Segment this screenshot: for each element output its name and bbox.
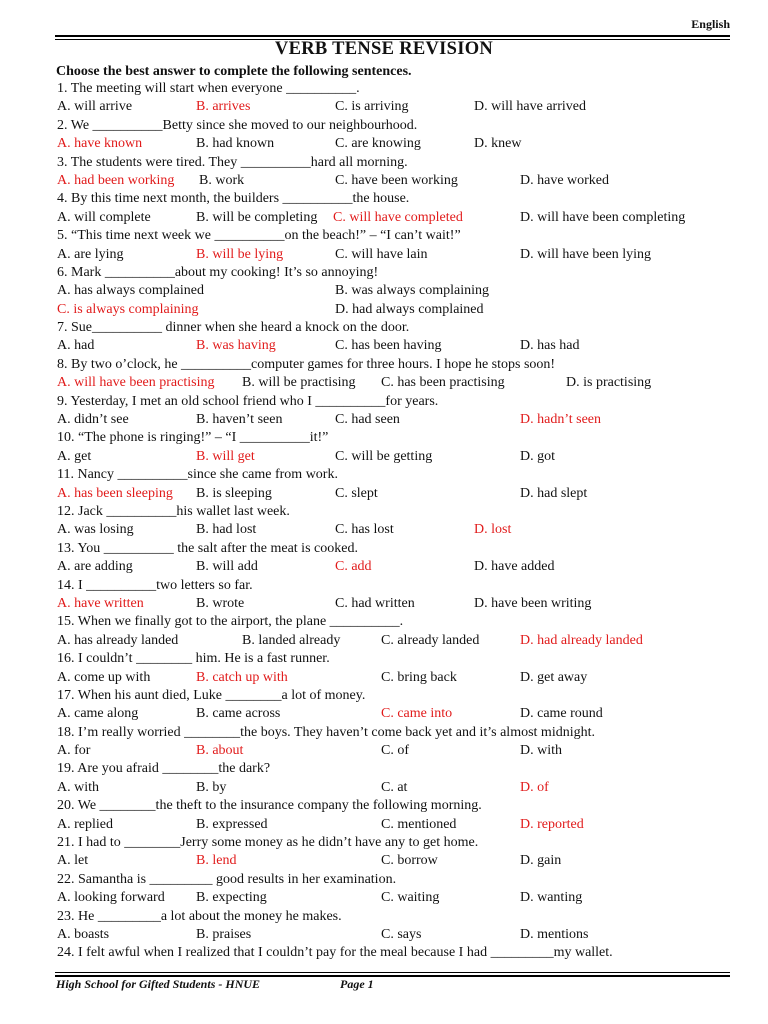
question-text: 14. I __________two letters so far. [57, 577, 253, 593]
answer-option-correct[interactable]: B. lend [196, 853, 237, 869]
answer-option[interactable]: A. are lying [57, 246, 124, 262]
answer-options-row [57, 485, 757, 503]
answer-option[interactable]: B. landed already [242, 632, 341, 648]
answer-option[interactable]: C. have been working [335, 172, 458, 188]
answer-option[interactable]: D. knew [474, 136, 522, 152]
answer-option[interactable]: C. borrow [381, 853, 438, 869]
answer-option[interactable]: A. came along [57, 706, 139, 722]
footer-school: High School for Gifted Students - HNUE [56, 977, 261, 991]
answer-option[interactable]: C. bring back [381, 669, 457, 685]
answer-option[interactable]: A. replied [57, 816, 113, 832]
question-text: 16. I couldn’t ________ him. He is a fast runner. [57, 651, 330, 667]
answer-options-row [57, 558, 757, 576]
subject-label: English [691, 17, 730, 31]
answer-option[interactable]: B. wrote [196, 595, 245, 611]
answer-options-row [57, 669, 757, 687]
answer-option-correct[interactable]: D. of [520, 779, 549, 795]
answer-option[interactable]: C. of [381, 743, 409, 759]
answer-options-row [57, 926, 757, 944]
answer-option[interactable]: A. was losing [57, 522, 134, 538]
answer-options-row [57, 779, 757, 797]
answer-option[interactable]: D. had slept [520, 485, 588, 501]
answer-option[interactable]: B. will be completing [196, 209, 318, 225]
answer-option[interactable]: A. come up with [57, 669, 151, 685]
answer-option[interactable]: D. has had [520, 338, 580, 354]
answer-option-correct[interactable]: B. arrives [196, 99, 251, 115]
answer-option[interactable]: D. came round [520, 706, 603, 722]
answer-options-row [57, 521, 757, 539]
answer-option-correct[interactable]: B. was having [196, 338, 276, 354]
footer-page-number: Page 1 [340, 977, 374, 991]
answer-option[interactable]: D. is practising [566, 375, 652, 391]
answer-options-row [57, 632, 757, 650]
question-text: 11. Nancy __________since she came from work. [57, 467, 338, 483]
answer-options-row [57, 411, 757, 429]
question-text: 22. Samantha is _________ good results in her examination. [57, 871, 397, 887]
answer-option-correct[interactable]: A. have known [57, 136, 143, 152]
answer-option[interactable]: A. for [57, 743, 91, 759]
answer-option-correct[interactable]: D. lost [474, 522, 512, 538]
question-text: 5. “This time next week we __________on the beach!” – “I can’t wait!” [57, 228, 461, 244]
answer-options-row [57, 889, 757, 907]
question-text: 6. Mark __________about my cooking! It’s so annoying! [57, 264, 379, 280]
question-list [57, 80, 757, 963]
answer-option[interactable]: B. will add [196, 559, 258, 575]
answer-option[interactable]: C. will have lain [335, 246, 428, 262]
answer-option[interactable]: D. with [520, 743, 562, 759]
answer-option[interactable]: A. let [57, 853, 89, 869]
question-text: 9. Yesterday, I met an old school friend who I __________for years. [57, 393, 439, 409]
answer-options-row [57, 374, 757, 392]
answer-option-correct[interactable]: A. has been sleeping [57, 485, 173, 501]
answer-option-correct[interactable]: A. will have been practising [57, 375, 215, 391]
answer-option-correct[interactable]: B. will be lying [196, 246, 284, 262]
question-text: 13. You __________ the salt after the meat is cooked. [57, 540, 358, 556]
answer-option[interactable]: B. by [196, 779, 227, 795]
answer-option[interactable]: C. slept [335, 485, 378, 501]
answer-option-correct[interactable]: D. had already landed [520, 632, 643, 648]
question-text: 2. We __________Betty since she moved to our neighbourhood. [57, 117, 418, 133]
answer-options-row [57, 595, 757, 613]
answer-option[interactable]: D. get away [520, 669, 588, 685]
question-text: 15. When we finally got to the airport, the plane __________. [57, 614, 404, 630]
answer-option[interactable]: B. came across [196, 706, 281, 722]
answer-option[interactable]: C. are knowing [335, 136, 421, 152]
answer-option[interactable]: C. has been having [335, 338, 442, 354]
answer-option-correct[interactable]: A. had been working [57, 172, 175, 188]
answer-option[interactable]: C. has lost [335, 522, 394, 538]
answer-option[interactable]: B. will be practising [242, 375, 356, 391]
answer-option[interactable]: B. had lost [196, 522, 257, 538]
answer-options-row [57, 448, 757, 466]
answer-option-correct[interactable]: C. came into [381, 706, 453, 722]
answer-option[interactable]: A. didn’t see [57, 412, 129, 428]
question-text: 1. The meeting will start when everyone __________. [57, 81, 360, 96]
answer-option[interactable]: D. have worked [520, 172, 610, 188]
answer-option[interactable]: D. will have been lying [520, 246, 652, 262]
answer-option[interactable]: A. has already landed [57, 632, 179, 648]
question-text: 21. I had to ________Jerry some money as he didn’t have any to get home. [57, 835, 479, 851]
answer-option-correct[interactable]: B. catch up with [196, 669, 288, 685]
answer-option[interactable]: B. is sleeping [196, 485, 272, 501]
answer-option[interactable]: A. with [57, 779, 99, 795]
answer-option[interactable]: C. waiting [381, 890, 440, 906]
answer-option-correct[interactable]: A. have written [57, 595, 144, 611]
answer-option[interactable]: D. have been writing [474, 595, 592, 611]
question-text: 20. We ________the theft to the insurance company the following morning. [57, 798, 482, 814]
answer-options-row [57, 301, 757, 319]
answer-option-correct[interactable]: C. is always complaining [57, 301, 199, 317]
answer-option[interactable]: D. got [520, 448, 555, 464]
answer-options-row [57, 172, 757, 190]
question-text: 7. Sue__________ dinner when she heard a knock on the door. [57, 320, 410, 336]
answer-options-row [57, 98, 757, 116]
answer-options-row [57, 246, 757, 264]
answer-option[interactable]: C. at [381, 779, 408, 795]
answer-option[interactable]: D. mentions [520, 926, 589, 942]
answer-option[interactable]: D. will have been completing [520, 209, 686, 225]
answer-options-row [57, 816, 757, 834]
answer-option[interactable]: A. will complete [57, 209, 151, 225]
answer-option[interactable]: B. praises [196, 926, 252, 942]
answer-option[interactable]: A. had [57, 338, 95, 354]
answer-option[interactable]: C. says [381, 926, 422, 942]
answer-option[interactable]: A. will arrive [57, 99, 133, 115]
answer-option[interactable]: D. wanting [520, 890, 583, 906]
answer-option[interactable]: D. had always complained [335, 301, 484, 317]
answer-option[interactable]: C. already landed [381, 632, 480, 648]
answer-option-correct[interactable]: B. about [196, 743, 244, 759]
answer-option-correct[interactable]: D. hadn’t seen [520, 412, 601, 428]
answer-option[interactable]: D. have added [474, 559, 555, 575]
question-text: 4. By this time next month, the builders __________the house. [57, 191, 410, 207]
answer-option[interactable]: D. gain [520, 853, 562, 869]
question-text: 8. By two o’clock, he __________computer games for three hours. I hope he stops soon! [57, 356, 556, 372]
answer-option[interactable]: B. expressed [196, 816, 268, 832]
answer-option[interactable]: C. had written [335, 595, 415, 611]
answer-option[interactable]: B. expecting [196, 890, 267, 906]
answer-options-row [57, 852, 757, 870]
answer-option[interactable]: A. are adding [57, 559, 133, 575]
answer-option[interactable]: C. is arriving [335, 99, 409, 115]
answer-option[interactable]: B. work [199, 172, 245, 188]
answer-option[interactable]: C. mentioned [381, 816, 457, 832]
question-text: 24. I felt awful when I realized that I couldn’t pay for the meal because I had _________my wallet. [57, 945, 613, 961]
answer-options-row [57, 282, 757, 300]
answer-option[interactable]: A. looking forward [57, 890, 165, 906]
answer-option[interactable]: B. had known [196, 136, 275, 152]
question-text: 19. Are you afraid ________the dark? [57, 761, 271, 777]
answer-option[interactable]: C. will be getting [335, 448, 433, 464]
question-text: 23. He _________a lot about the money he makes. [57, 908, 342, 924]
answer-option[interactable]: C. has been practising [381, 375, 505, 391]
answer-options-row [57, 705, 757, 723]
answer-option[interactable]: A. boasts [57, 926, 110, 942]
instructions: Choose the best answer to complete the following sentences. [56, 64, 412, 79]
answer-option[interactable]: D. will have arrived [474, 99, 586, 115]
answer-option[interactable]: A. has always complained [57, 283, 204, 299]
question-text: 17. When his aunt died, Luke ________a lot of money. [57, 687, 366, 703]
question-text: 3. The students were tired. They __________hard all morning. [57, 154, 408, 170]
answer-options-row [57, 337, 757, 355]
answer-option-correct[interactable]: C. will have completed [333, 209, 463, 225]
answer-option[interactable]: B. haven’t seen [196, 412, 283, 428]
answer-options-row [57, 209, 757, 227]
question-text: 12. Jack __________his wallet last week. [57, 503, 290, 519]
question-text: 10. “The phone is ringing!” – “I __________it!” [57, 430, 329, 446]
answer-option-correct[interactable]: B. will get [196, 448, 255, 464]
answer-option-correct[interactable]: D. reported [520, 816, 584, 832]
question-text: 18. I’m really worried ________the boys. They haven’t come back yet and it’s almost midnight. [57, 724, 595, 740]
page-title: VERB TENSE REVISION [274, 39, 494, 59]
answer-options-row [57, 135, 757, 153]
answer-options-row [57, 742, 757, 760]
answer-option[interactable]: A. get [57, 448, 92, 464]
answer-option-correct[interactable]: C. add [335, 559, 372, 575]
answer-option[interactable]: B. was always complaining [335, 283, 489, 299]
answer-option[interactable]: C. had seen [335, 412, 400, 428]
